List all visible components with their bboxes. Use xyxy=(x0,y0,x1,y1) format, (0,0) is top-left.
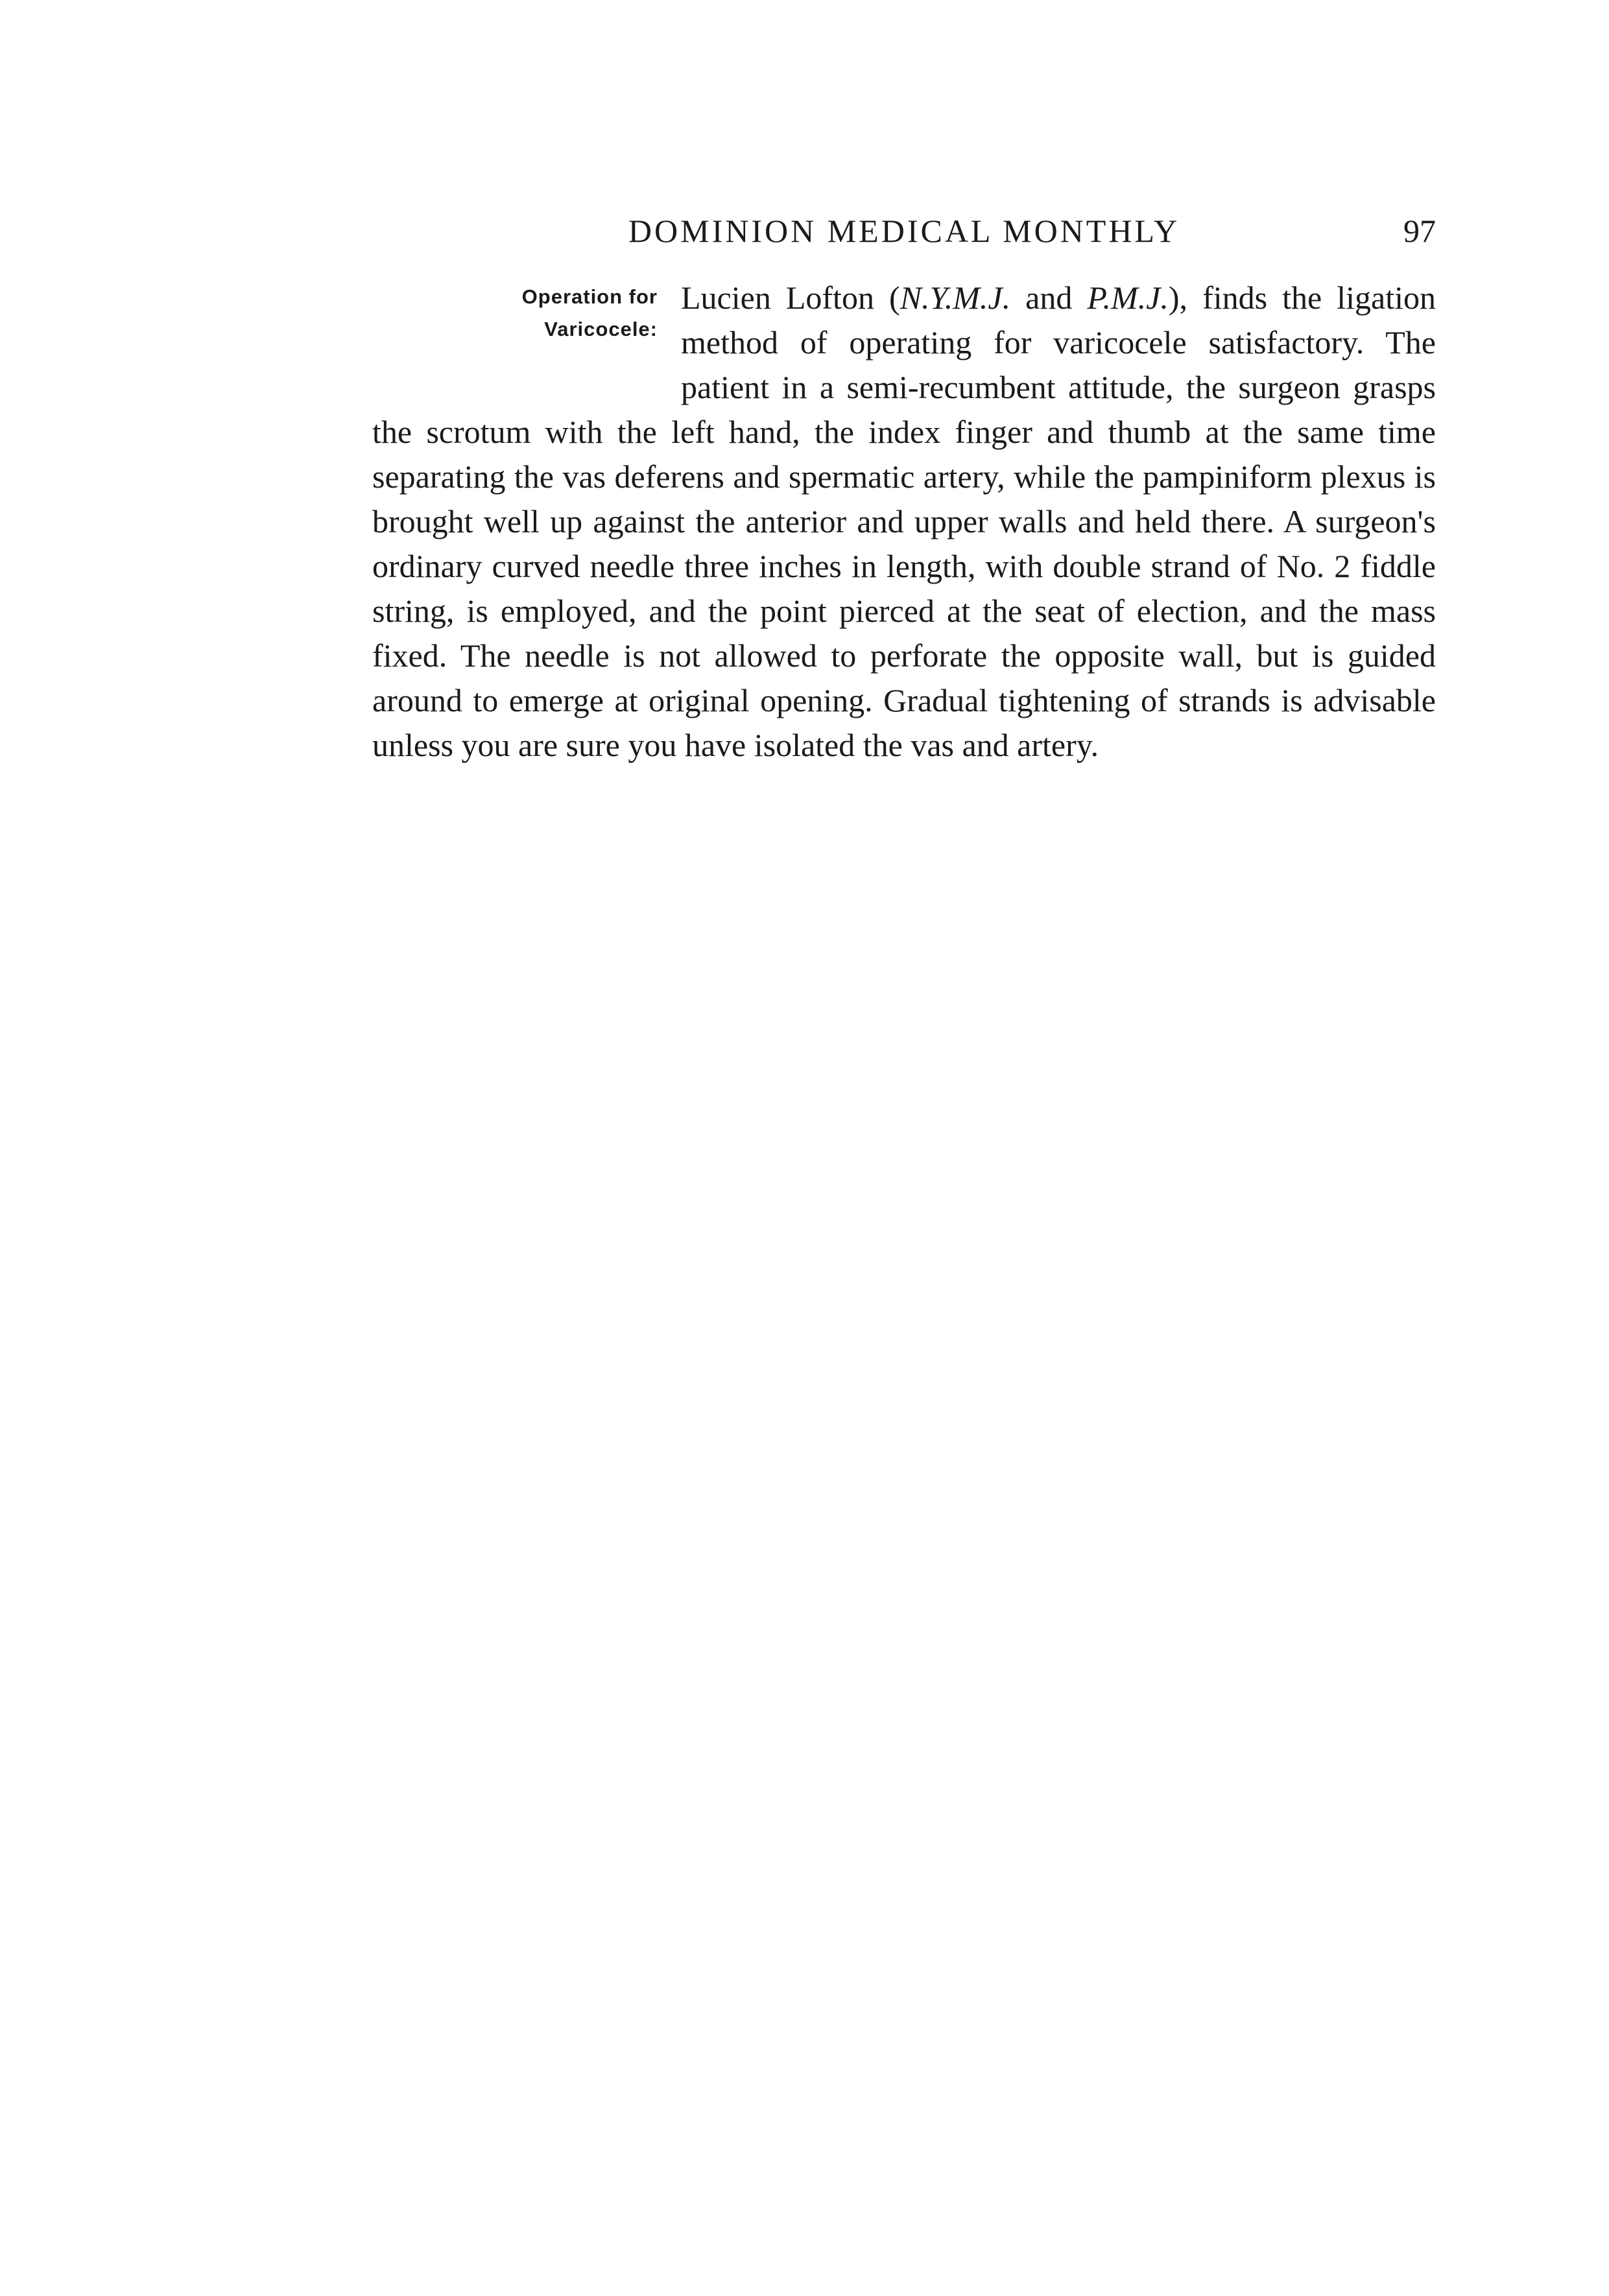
running-head xyxy=(372,211,1436,250)
page-number: 97 xyxy=(1403,213,1436,249)
author-name: Lucien Lofton xyxy=(681,279,874,316)
sidenote-line-2: Varicocele: xyxy=(544,318,658,340)
article-body: finds the ligation method of operating for varicocele satisfactory. The patient in a semi-recumbent attitude, the surgeon grasps the scrotum with the left hand, the index finger and thumb at the same time separating the vas deferens and spermatic artery, while the pampiniform plexus is brought well up against the anterior and upper walls and held there. A surgeon's ordinary curved needle three inches in length, with double strand of No. 2 fiddle string, is employed, and the point pierced at the seat of election, and the mass fixed. The needle is not allowed to perforate the opposite wall, but is guided around to emerge at original opening. Gradual tightening of strands is advisable unless you are sure you have isolated the vas and artery. xyxy=(372,279,1436,763)
article xyxy=(372,276,1436,768)
source-journal-2: P.M.J. xyxy=(1087,279,1169,316)
sidenote-line-1: Operation for xyxy=(521,285,658,308)
running-title: DOMINION MEDICAL MONTHLY xyxy=(628,213,1180,249)
source-open: ( xyxy=(889,279,900,316)
source-close: ), xyxy=(1168,279,1188,316)
source-and: and xyxy=(1010,279,1088,316)
source-journal-1: N.Y.M.J. xyxy=(900,279,1011,316)
sidenote-heading xyxy=(372,276,658,378)
